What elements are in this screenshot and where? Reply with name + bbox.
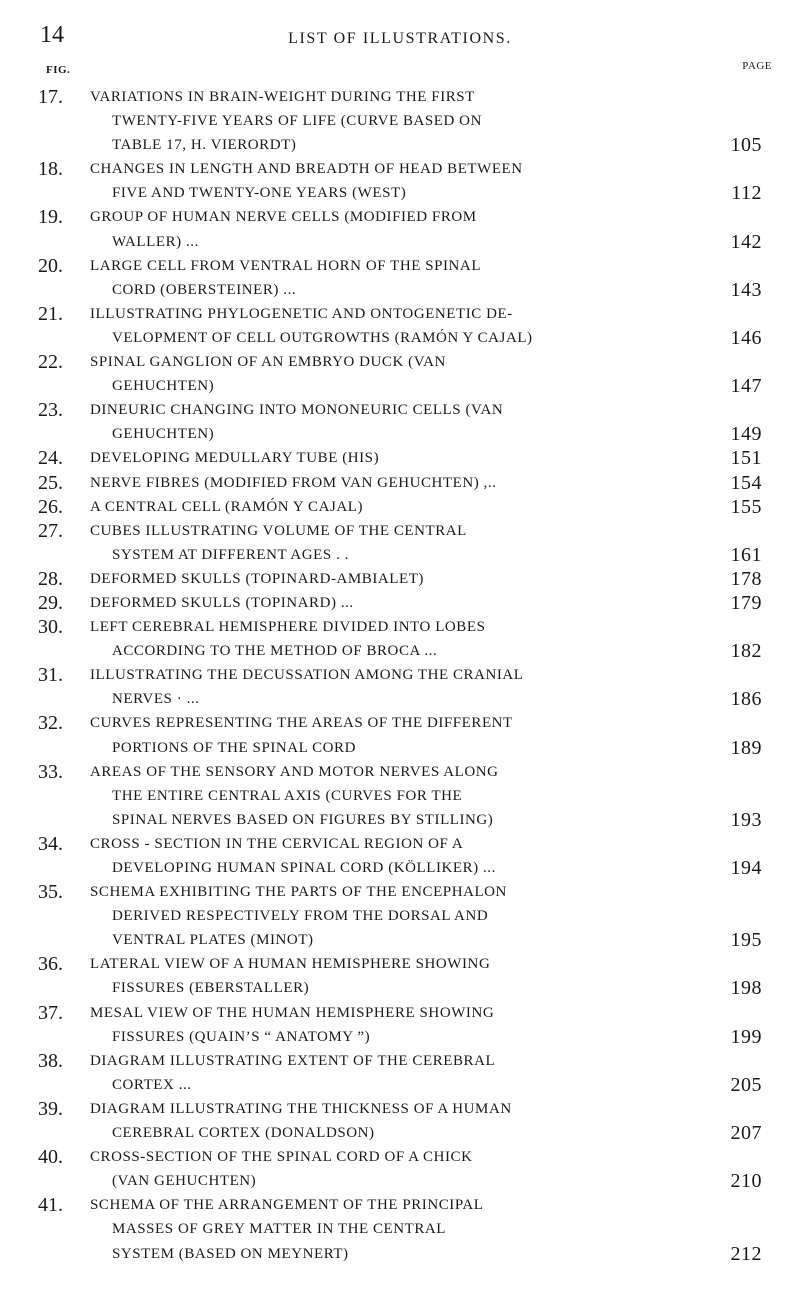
title-line-text: DEVELOPING HUMAN SPINAL CORD (KÖLLIKER) ...	[112, 860, 496, 876]
illustrations-list	[38, 85, 762, 1266]
title-line	[90, 471, 714, 495]
dot-leader	[375, 1125, 381, 1141]
title-line-text: ILLUSTRATING PHYLOGENETIC AND ONTOGENETIC DE-	[90, 305, 513, 322]
title-line-text: DEFORMED SKULLS (TOPINARD) ...	[90, 594, 354, 611]
title-line	[90, 181, 714, 205]
dot-leader	[363, 499, 369, 515]
figure-number: 21.	[38, 302, 63, 325]
title-line-text: CUBES ILLUSTRATING VOLUME OF THE CENTRAL	[90, 522, 467, 539]
page-reference: 155	[730, 495, 762, 518]
dot-leader	[406, 185, 412, 201]
figure-number: 33.	[38, 760, 63, 783]
title-line-text: AREAS OF THE SENSORY AND MOTOR NERVES ALONG	[90, 763, 499, 780]
figure-title	[90, 302, 714, 350]
page-reference: 112	[731, 182, 762, 205]
title-line-text: CROSS - SECTION IN THE CERVICAL REGION OF A	[90, 835, 464, 852]
figure-number: 30.	[38, 616, 63, 639]
title-line	[90, 832, 714, 856]
title-line-text: DEFORMED SKULLS (TOPINARD-AMBIALET)	[90, 570, 424, 587]
title-line	[90, 1145, 714, 1169]
title-line-text: CURVES REPRESENTING THE AREAS OF THE DIFFERENT	[90, 715, 513, 732]
title-line	[90, 687, 714, 711]
figure-title	[90, 1097, 714, 1145]
page-reference: 189	[730, 736, 762, 759]
page-reference: 151	[730, 447, 762, 470]
title-line-text: VENTRAL PLATES (MINOT)	[112, 932, 314, 949]
title-line	[90, 1025, 714, 1049]
title-line	[90, 1073, 714, 1097]
title-line-text: VELOPMENT OF CELL OUTGROWTHS (RAMÓN Y CAJAL)	[112, 329, 533, 346]
title-line	[90, 736, 714, 760]
title-line	[90, 205, 714, 229]
list-item	[38, 350, 762, 398]
title-line-text: CHANGES IN LENGTH AND BREADTH OF HEAD BETWEEN	[90, 161, 523, 178]
list-item	[38, 952, 762, 1000]
title-line	[90, 711, 714, 735]
title-line	[90, 85, 714, 109]
title-line	[90, 374, 714, 398]
title-line-text: NERVE FIBRES (MODIFIED FROM VAN GEHUCHTEN) ,..	[90, 474, 497, 491]
title-line-text: DEVELOPING MEDULLARY TUBE (HIS)	[90, 450, 380, 467]
list-item	[38, 302, 762, 350]
figure-number: 25.	[38, 471, 63, 494]
title-line	[90, 928, 714, 952]
page-reference: 179	[730, 591, 762, 614]
dot-leader	[214, 426, 220, 442]
dot-leader	[256, 1173, 262, 1189]
figure-title	[90, 157, 714, 205]
title-line-text: SPINAL NERVES BASED ON FIGURES BY STILLING)	[112, 811, 494, 828]
title-line-text: GROUP OF HUMAN NERVE CELLS (MODIFIED FROM	[90, 209, 477, 226]
title-line	[90, 422, 714, 446]
page-reference: 161	[730, 543, 762, 566]
figure-number: 38.	[38, 1049, 63, 1072]
dot-leader	[199, 234, 205, 250]
title-line-text: THE ENTIRE CENTRAL AXIS (CURVES FOR THE	[112, 787, 463, 804]
page-reference: 142	[730, 230, 762, 253]
figure-title	[90, 205, 714, 253]
title-line-text: MASSES OF GREY MATTER IN THE CENTRAL	[112, 1221, 446, 1238]
page-reference: 149	[730, 423, 762, 446]
page-column-label: PAGE	[742, 60, 772, 72]
title-line	[90, 326, 714, 350]
title-line-text: LEFT CEREBRAL HEMISPHERE DIVIDED INTO LOBES	[90, 619, 486, 636]
title-line-text: MESAL VIEW OF THE HUMAN HEMISPHERE SHOWING	[90, 1004, 495, 1021]
dot-leader	[214, 378, 220, 394]
title-line-text: A CENTRAL CELL (RAMÓN Y CAJAL)	[90, 498, 364, 515]
title-line	[90, 880, 714, 904]
title-line	[90, 109, 714, 133]
dot-leader	[354, 595, 360, 611]
dot-leader	[424, 571, 430, 587]
dot-leader	[493, 812, 499, 828]
figure-number: 36.	[38, 953, 63, 976]
dot-leader	[199, 691, 205, 707]
title-line	[90, 856, 714, 880]
list-item	[38, 567, 762, 591]
title-line	[90, 808, 714, 832]
figure-title	[90, 1001, 714, 1049]
figure-number: 19.	[38, 206, 63, 229]
title-line	[90, 1169, 714, 1193]
list-item	[38, 157, 762, 205]
page-reference: 105	[730, 134, 762, 157]
figure-title	[90, 663, 714, 711]
title-line	[90, 230, 714, 254]
page-reference: 212	[730, 1242, 762, 1265]
page-reference: 178	[730, 567, 762, 590]
figure-number: 24.	[38, 447, 63, 470]
title-line-text: SPINAL GANGLION OF AN EMBRYO DUCK (VAN	[90, 354, 446, 371]
title-line	[90, 760, 714, 784]
title-line	[90, 1001, 714, 1025]
figure-title	[90, 711, 714, 759]
dot-leader	[296, 282, 302, 298]
list-item	[38, 254, 762, 302]
title-line	[90, 1121, 714, 1145]
title-line-text: WALLER) ...	[112, 233, 199, 250]
figure-number: 32.	[38, 712, 63, 735]
page-reference: 186	[730, 688, 762, 711]
title-line-text: DINEURIC CHANGING INTO MONONEURIC CELLS (VAN	[90, 402, 504, 419]
figure-title	[90, 880, 714, 952]
dot-leader	[496, 860, 502, 876]
figure-number: 22.	[38, 351, 63, 374]
list-item	[38, 832, 762, 880]
list-item	[38, 446, 762, 470]
page-reference: 147	[730, 375, 762, 398]
title-line-text: FISSURES (EBERSTALLER)	[112, 980, 310, 997]
title-line	[90, 567, 714, 591]
figure-number: 35.	[38, 881, 63, 904]
title-line-text: FIVE AND TWENTY-ONE YEARS (WEST)	[112, 185, 407, 202]
list-item	[38, 398, 762, 446]
list-item	[38, 880, 762, 952]
figure-title	[90, 615, 714, 663]
list-item	[38, 1097, 762, 1145]
title-line-text: (VAN GEHUCHTEN)	[112, 1173, 257, 1190]
title-line	[90, 1193, 714, 1217]
page-reference: 193	[730, 808, 762, 831]
title-line	[90, 663, 714, 687]
figure-title	[90, 446, 714, 470]
title-line-text: VARIATIONS IN BRAIN-WEIGHT DURING THE FIRST	[90, 89, 475, 105]
dot-leader	[356, 740, 362, 756]
page-number: 14	[40, 22, 64, 48]
dot-leader	[349, 547, 355, 563]
list-item	[38, 1001, 762, 1049]
figure-number: 18.	[38, 158, 63, 181]
title-line-text: GEHUCHTEN)	[112, 426, 215, 443]
dot-leader	[379, 450, 385, 466]
list-item	[38, 471, 762, 495]
dot-leader	[533, 330, 539, 346]
figure-number: 23.	[38, 399, 63, 422]
list-item	[38, 591, 762, 615]
figure-number: 37.	[38, 1001, 63, 1024]
figure-number: 27.	[38, 519, 63, 542]
page-reference: 194	[730, 857, 762, 879]
page-reference: 198	[730, 977, 762, 1000]
figure-number: 40.	[38, 1146, 63, 1169]
figure-title	[90, 495, 714, 519]
title-line	[90, 1217, 714, 1241]
figure-number: 39.	[38, 1097, 63, 1120]
page-reference: 207	[730, 1122, 762, 1145]
list-item	[38, 205, 762, 253]
figure-title	[90, 350, 714, 398]
title-line-text: SYSTEM (BASED ON MEYNERT)	[112, 1245, 349, 1262]
title-line-text: TWENTY-FIVE YEARS OF LIFE (CURVE BASED ON	[112, 113, 482, 130]
list-item	[38, 1145, 762, 1193]
title-line	[90, 157, 714, 181]
dot-leader	[370, 1029, 376, 1045]
dot-leader	[309, 980, 315, 996]
page-reference: 205	[730, 1073, 762, 1096]
figure-number: 28.	[38, 567, 63, 590]
list-item	[38, 519, 762, 567]
list-item	[38, 495, 762, 519]
title-line	[90, 254, 714, 278]
title-line	[90, 278, 714, 302]
page-reference: 143	[730, 278, 762, 301]
title-line-text: CROSS-SECTION OF THE SPINAL CORD OF A CHICK	[90, 1149, 473, 1166]
figure-title	[90, 1049, 714, 1097]
title-line-text: SCHEMA OF THE ARRANGEMENT OF THE PRINCIPAL	[90, 1197, 484, 1214]
list-item	[38, 663, 762, 711]
figure-number: 17.	[38, 86, 63, 108]
title-line	[90, 446, 714, 470]
list-item	[38, 1193, 762, 1265]
list-item	[38, 615, 762, 663]
figure-number: 31.	[38, 664, 63, 687]
page-reference: 195	[730, 929, 762, 952]
title-line	[90, 133, 714, 157]
figure-title	[90, 952, 714, 1000]
figure-number: 41.	[38, 1194, 63, 1217]
figure-title	[90, 519, 714, 567]
title-line	[90, 976, 714, 1000]
page-reference: 154	[730, 471, 762, 494]
list-item	[38, 760, 762, 832]
page-reference: 199	[730, 1025, 762, 1048]
title-line	[90, 543, 714, 567]
figure-number: 26.	[38, 495, 63, 518]
dot-leader	[192, 1077, 198, 1093]
figure-title	[90, 254, 714, 302]
figure-title	[90, 85, 714, 157]
title-line	[90, 639, 714, 663]
title-line-text: DIAGRAM ILLUSTRATING EXTENT OF THE CEREBRAL	[90, 1052, 496, 1069]
running-title: LIST OF ILLUSTRATIONS.	[288, 30, 512, 47]
figure-number: 34.	[38, 832, 63, 855]
dot-leader	[349, 1246, 355, 1262]
title-line-text: LATERAL VIEW OF A HUMAN HEMISPHERE SHOWING	[90, 956, 491, 973]
title-line-text: DIAGRAM ILLUSTRATING THE THICKNESS OF A HUMAN	[90, 1100, 512, 1117]
title-line-text: CORTEX ...	[112, 1076, 192, 1093]
list-item	[38, 85, 762, 157]
title-line	[90, 519, 714, 543]
title-line-text: SYSTEM AT DIFFERENT AGES . .	[112, 546, 349, 563]
title-line	[90, 784, 714, 808]
title-line	[90, 952, 714, 976]
figure-number: 29.	[38, 591, 63, 614]
title-line	[90, 350, 714, 374]
title-line-text: PORTIONS OF THE SPINAL CORD	[112, 739, 356, 756]
title-line-text: FISSURES (QUAIN’S “ ANATOMY ”)	[112, 1028, 371, 1045]
page-reference: 182	[730, 640, 762, 663]
fig-column-label: FIG.	[46, 64, 71, 76]
title-line-text: ACCORDING TO THE METHOD OF BROCA ...	[112, 643, 438, 660]
list-item	[38, 711, 762, 759]
title-line	[90, 615, 714, 639]
dot-leader	[496, 475, 502, 491]
title-line-text: TABLE 17, H. VIERORDT)	[112, 137, 297, 154]
title-line-text: CEREBRAL CORTEX (DONALDSON)	[112, 1125, 375, 1142]
title-line-text: GEHUCHTEN)	[112, 378, 215, 395]
page-reference: 146	[730, 326, 762, 349]
title-line-text: ILLUSTRATING THE DECUSSATION AMONG THE CRANIAL	[90, 667, 524, 684]
title-line-text: LARGE CELL FROM VENTRAL HORN OF THE SPINAL	[90, 257, 482, 274]
figure-title	[90, 471, 714, 495]
figure-title	[90, 591, 714, 615]
title-line	[90, 398, 714, 422]
figure-title	[90, 1145, 714, 1193]
title-line	[90, 495, 714, 519]
list-item	[38, 1049, 762, 1097]
dot-leader	[437, 643, 443, 659]
title-line	[90, 591, 714, 615]
figure-title	[90, 1193, 714, 1265]
figure-number: 20.	[38, 254, 63, 277]
title-line-text: CORD (OBERSTEINER) ...	[112, 281, 297, 298]
dot-leader	[296, 137, 302, 153]
title-line	[90, 904, 714, 928]
figure-title	[90, 832, 714, 880]
figure-title	[90, 398, 714, 446]
title-line-text: NERVES · ...	[112, 691, 200, 708]
title-line	[90, 1097, 714, 1121]
dot-leader	[314, 932, 320, 948]
title-line-text: SCHEMA EXHIBITING THE PARTS OF THE ENCEPHALON	[90, 884, 507, 901]
page-reference: 210	[730, 1170, 762, 1193]
title-line	[90, 1049, 714, 1073]
figure-title	[90, 567, 714, 591]
title-line	[90, 302, 714, 326]
title-line	[90, 1242, 714, 1266]
figure-title	[90, 760, 714, 832]
title-line-text: DERIVED RESPECTIVELY FROM THE DORSAL AND	[112, 908, 489, 925]
